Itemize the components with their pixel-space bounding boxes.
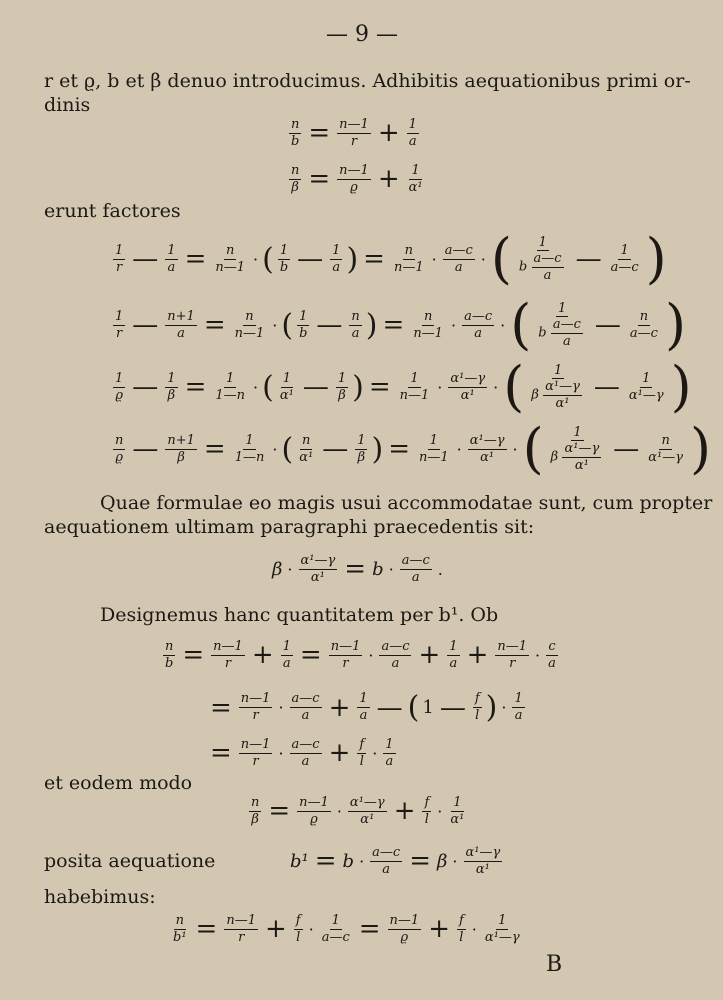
- text-line: aequationem ultimam paragraphi praecedentis sit:: [44, 516, 535, 538]
- equation: $\frac{n}{\beta}$ = $\frac{n—1}{ϱ}$ + $\frac{1}{\text{α¹}}$: [291, 163, 423, 195]
- text-line: Designemus hanc quantitatem per b¹. Ob: [100, 604, 499, 626]
- equation: $\frac{n}{b}$ = $\frac{n—1}{r}$ + $\frac{1}{a}$: [291, 117, 417, 149]
- equation: $\frac{1}{ϱ}$ — $\frac{1}{\beta}$ = $\frac{1}{1—n}$ · ( $\frac{1}{\text{α¹}}$ — $\frac{1}{\beta}$ ) = $\frac{1}{n—1}$ · $\frac{\text{α¹—γ}}{\text{α¹}}$ · ( 1 β $\frac{\text{α¹—γ}}{\text{α¹}}$ — $\frac{1}{\text{α¹—γ}}$ ): [115, 355, 692, 418]
- equation: = $\frac{n—1}{r}$ · $\frac{a—c}{a}$ + $\frac{1}{a}$ — ( 1 — $\frac{f}{l}$ ) · $\frac{1}{a}$: [210, 690, 523, 725]
- equation: $\frac{1}{r}$ — $\frac{1}{a}$ = $\frac{n}{n—1}$ · ( $\frac{1}{b}$ — $\frac{1}{a}$ ) = $\frac{n}{n—1}$ · $\frac{a—c}{a}$ · ( 1 b $\frac{a—c}{a}$ — $\frac{1}{a—c}$ ): [115, 227, 667, 290]
- equation: $\frac{n}{\beta}$ = $\frac{n—1}{ϱ}$ · $\frac{\text{α¹—γ}}{\text{α¹}}$ + $\frac{f}{l}$ · $\frac{1}{\text{α¹}}$: [251, 795, 465, 827]
- text-line: erunt factores: [44, 200, 181, 222]
- equation: $\frac{n}{\text{b¹}}$ = $\frac{n—1}{r}$ + $\frac{f}{l}$ · $\frac{1}{a—c}$ = $\frac{n—1}{ϱ}$ + $\frac{f}{l}$ · $\frac{1}{\text{α¹—γ}}$: [173, 913, 520, 945]
- text-line: r et ϱ, b et β denuo introducimus. Adhibitis aequationibus primi or-: [44, 70, 691, 92]
- text-line: et eodem modo: [44, 772, 193, 794]
- page-number: — 9 —: [326, 22, 398, 47]
- equation: $\frac{1}{r}$ — $\frac{n+1}{a}$ = $\frac{n}{n—1}$ · ( $\frac{1}{b}$ — $\frac{n}{a}$ ) = $\frac{n}{n—1}$ · $\frac{a—c}{a}$ · ( 1 b $\frac{a—c}{a}$ — $\frac{n}{a—c}$ ): [115, 293, 687, 356]
- text-line: habebimus:: [44, 886, 156, 908]
- equation: = $\frac{n—1}{r}$ · $\frac{a—c}{a}$ + $\frac{f}{l}$ · $\frac{1}{a}$: [210, 737, 394, 769]
- text-line: dinis: [44, 94, 91, 116]
- text-line: Quae formulae eo magis usui accommodatae sunt, cum propter: [100, 492, 713, 514]
- equation: b¹ = b · $\frac{a—c}{a}$ = β · $\frac{\text{α¹—γ}}{\text{α¹}}$: [290, 845, 501, 877]
- signature-mark: B: [546, 952, 563, 977]
- equation: $\frac{n}{ϱ}$ — $\frac{n+1}{\beta}$ = $\frac{1}{1—n}$ · ( $\frac{n}{\text{α¹}}$ — $\frac{1}{\beta}$ ) = $\frac{1}{n—1}$ · $\frac{\text{α¹—γ}}{\text{α¹}}$ · ( 1 β $\frac{\text{α¹—γ}}{\text{α¹}}$ — $\frac{n}{\text{α¹—γ}}$ ): [115, 417, 712, 480]
- text-line: posita aequatione: [44, 850, 216, 872]
- equation: $\frac{n}{b}$ = $\frac{n—1}{r}$ + $\frac{1}{a}$ = $\frac{n—1}{r}$ · $\frac{a—c}{a}$ + $\frac{1}{a}$ + $\frac{n—1}{r}$ · $\frac{c}{a}$: [165, 639, 556, 671]
- equation: β · $\frac{\text{α¹—γ}}{\text{α¹}}$ = b · $\frac{a—c}{a}$ .: [272, 553, 443, 585]
